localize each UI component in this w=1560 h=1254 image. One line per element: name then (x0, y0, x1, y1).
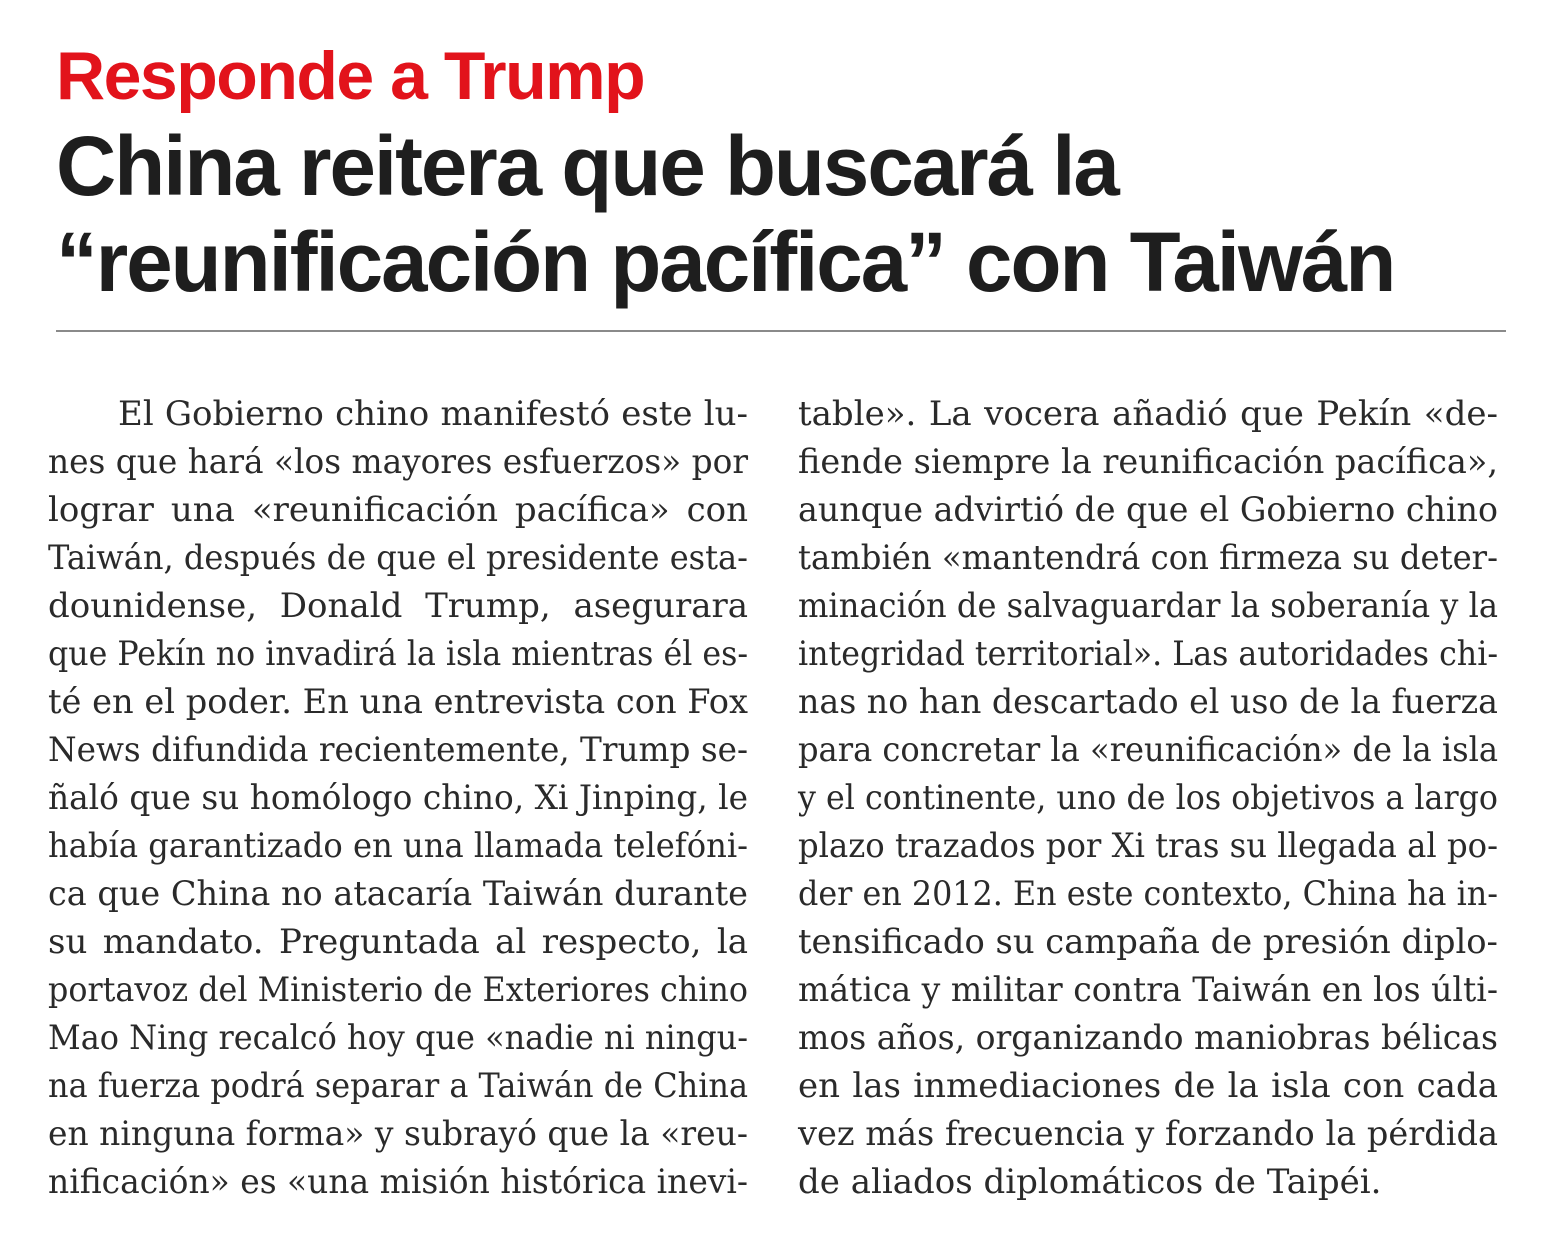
headline-divider (56, 330, 1506, 332)
body-text-line: Mao Ning recalcó hoy que «nadie ni ningu- (48, 1018, 749, 1058)
body-text-line: nas no han descartado el uso de la fuerza (798, 682, 1498, 722)
body-text-line: News difundida recientemente, Trump se- (48, 730, 749, 770)
body-text-line: té en el poder. En una entrevista con Fox (48, 682, 749, 722)
body-text-line: table». La vocera añadió que Pekín «de- (798, 394, 1498, 434)
body-text-line: plazo trazados por Xi tras su llegada al po- (798, 826, 1499, 866)
body-text-line: en las inmediaciones de la isla con cada (798, 1066, 1498, 1106)
body-text-line: portavoz del Ministerio de Exteriores chino (48, 970, 748, 1010)
headline-line: “reunificación pacífica” con Taiwán (56, 215, 1395, 309)
body-text-line: mática y militar contra Taiwán en los últi- (798, 970, 1498, 1010)
body-text-line: Taiwán, después de que el presidente esta- (48, 538, 748, 578)
body-text-line: nificación» es «una misión histórica inevi- (48, 1162, 749, 1202)
body-text-line: minación de salvaguardar la soberanía y la (798, 586, 1499, 626)
body-text-line: tensificado su campaña de presión diplo- (798, 922, 1498, 962)
article-kicker: Responde a Trump (56, 38, 645, 114)
body-text-line: aunque advirtió de que el Gobierno chino (798, 490, 1498, 530)
body-text-line: de aliados diplomáticos de Taipéi. (798, 1162, 1382, 1202)
body-text-line: había garantizado en una llamada telefóni- (48, 826, 749, 866)
body-text-line: na fuerza podrá separar a Taiwán de China (48, 1066, 749, 1106)
body-text-line: El Gobierno chino manifestó este lu- (118, 394, 749, 434)
body-text-line: dounidense, Donald Trump, asegurara (48, 586, 749, 626)
body-text-line: que Pekín no invadirá la isla mientras él es- (48, 634, 749, 674)
body-column-left (48, 390, 748, 1206)
body-text-line: lograr una «reunificación pacífica» con (48, 490, 749, 530)
body-column-right (798, 390, 1498, 1206)
body-text-line: para concretar la «reunificación» de la isla (798, 730, 1499, 770)
headline-line: China reitera que buscará la (56, 119, 1118, 213)
body-text-line: y el continente, uno de los objetivos a largo (798, 778, 1499, 818)
body-text-line: vez más frecuencia y forzando la pérdida (798, 1114, 1499, 1154)
body-text-line: der en 2012. En este contexto, China ha in- (798, 874, 1498, 914)
body-text-line: nes que hará «los mayores esfuerzos» por (48, 442, 749, 482)
body-text-line: integridad territorial». Las autoridades chi- (798, 634, 1499, 674)
body-text-line: mos años, organizando maniobras bélicas (798, 1018, 1498, 1058)
body-text-line: en ninguna forma» y subrayó que la «reu- (48, 1114, 748, 1154)
body-text-line: también «mantendrá con firmeza su deter- (798, 538, 1499, 578)
article-headline (56, 118, 1516, 310)
body-text-line: ñaló que su homólogo chino, Xi Jinping, le (48, 778, 748, 818)
body-text-line: fiende siempre la reunificación pacífica», (798, 442, 1498, 482)
body-text-line: su mandato. Preguntada al respecto, la (48, 922, 748, 962)
body-text-line: ca que China no atacaría Taiwán durante (48, 874, 748, 914)
